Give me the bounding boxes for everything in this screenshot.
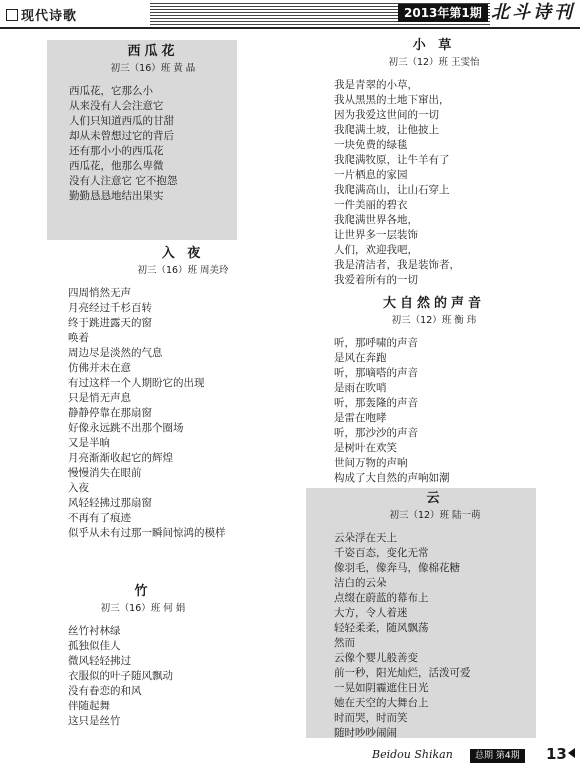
poem-line: 这只是丝竹 bbox=[68, 715, 121, 727]
poem-line: 慢慢消失在眼前 bbox=[68, 467, 142, 479]
poem-line: 然而 bbox=[334, 637, 355, 649]
poem-line: 听，那呼啸的声音 bbox=[334, 337, 418, 349]
poem-line: 周边尽是淡然的气息 bbox=[68, 347, 163, 359]
poem-daziran bbox=[334, 296, 534, 486]
poem-line: 月亮经过千杉百转 bbox=[68, 302, 152, 314]
poem-title: 西瓜花 bbox=[127, 44, 179, 59]
poem-line: 入夜 bbox=[68, 482, 89, 494]
poem-title: 小 草 bbox=[412, 38, 456, 53]
poem-line: 让世界多一层装饰 bbox=[334, 229, 418, 241]
issue-badge: 2013年第1期 bbox=[398, 4, 488, 22]
poem-author: 初三（16）班 黄 晶 bbox=[110, 63, 196, 74]
poem-line: 云像个婴儿般善变 bbox=[334, 652, 418, 664]
poem-line: 伴随起舞 bbox=[68, 700, 110, 712]
poem-line: 听，那嘀嗒的声音 bbox=[334, 367, 418, 379]
poem-title: 入 夜 bbox=[161, 246, 205, 261]
section-name: 现代诗歌 bbox=[21, 9, 78, 24]
poem-line: 听，那沙沙的声音 bbox=[334, 427, 418, 439]
poem-line: 前一秒，阳光灿烂，活泼可爱 bbox=[334, 667, 471, 679]
poem-line: 我爬满世界各地， bbox=[334, 214, 418, 226]
page-number bbox=[546, 745, 575, 763]
poem-line: 人们，欢迎我吧， bbox=[334, 244, 418, 256]
poem-line: 衣服似的叶子随风飘动 bbox=[68, 670, 173, 682]
poem-line: 随时吵吵闹闹 bbox=[334, 727, 397, 739]
poem-author: 初三（12）班 王雯怡 bbox=[388, 57, 480, 68]
poem-line: 有过这样一个人期盼它的出现 bbox=[68, 377, 205, 389]
poem-line: 世间万物的声响 bbox=[334, 457, 408, 469]
page-header bbox=[0, 0, 580, 26]
poem-line: 我爬满土坡，让他披上 bbox=[334, 124, 439, 136]
poem-line: 我爬满牧原，让牛羊有了 bbox=[334, 154, 450, 166]
poem-line: 构成了大自然的声响如潮 bbox=[334, 472, 450, 484]
poem-line: 听，那轰隆的声音 bbox=[334, 397, 418, 409]
poem-line: 一件美丽的碧衣 bbox=[334, 199, 408, 211]
poem-line: 只是悄无声息 bbox=[68, 392, 131, 404]
poem-line: 是风在奔跑 bbox=[334, 352, 387, 364]
poem-line: 我爱着所有的一切 bbox=[334, 274, 418, 286]
poem-zhu bbox=[68, 584, 218, 729]
poem-author: 初三（16）班 周美玲 bbox=[137, 265, 229, 276]
poem-line: 我是清洁者，我是装饰者， bbox=[334, 259, 460, 271]
poem-xiaocao bbox=[334, 38, 534, 288]
poem-line: 我爬满高山，让山石穿上 bbox=[334, 184, 450, 196]
section-label bbox=[6, 5, 77, 24]
poem-line: 像羽毛，像奔马，像棉花糖 bbox=[334, 562, 460, 574]
poem-line: 是树叶在欢笑 bbox=[334, 442, 397, 454]
poem-line: 似乎从未有过那一瞬间惊鸿的模样 bbox=[68, 527, 226, 539]
poem-line: 勤勤恳恳地结出果实 bbox=[69, 190, 164, 202]
poem-line: 轻轻柔柔，随风飘荡 bbox=[334, 622, 429, 634]
poem-line: 因为我爱这世间的一切 bbox=[334, 109, 439, 121]
poem-line: 还有那小小的西瓜花 bbox=[69, 145, 164, 157]
poem-author: 初三（12）班 陆一萌 bbox=[389, 510, 481, 521]
magazine-title: 北斗诗刊 bbox=[491, 2, 575, 23]
poem-line: 丝竹衬林绿 bbox=[68, 625, 121, 637]
poem-line: 从来没有人会注意它 bbox=[69, 100, 164, 112]
poem-line: 一块免费的绿毯 bbox=[334, 139, 408, 151]
section-box-icon bbox=[6, 9, 18, 21]
poem-line: 唤着 bbox=[68, 332, 89, 344]
poem-line: 却从未曾想过它的背后 bbox=[69, 130, 174, 142]
poem-yun bbox=[306, 488, 536, 738]
poem-line: 又是半晌 bbox=[68, 437, 110, 449]
page-number-text: 13 bbox=[546, 745, 567, 763]
poem-line: 微风轻轻拂过 bbox=[68, 655, 131, 667]
poem-line: 西瓜花，它那么小 bbox=[69, 85, 153, 97]
poem-line: 我从黑黑的土地下窜出， bbox=[334, 94, 450, 106]
poem-line: 不再有了痕迹 bbox=[68, 512, 131, 524]
poem-line: 好像永远跳不出那个圈场 bbox=[68, 422, 184, 434]
footer-brand: Beidou Shikan bbox=[372, 748, 453, 761]
poem-title: 云 bbox=[426, 491, 444, 506]
poem-line: 一片栖息的家园 bbox=[334, 169, 408, 181]
poem-line: 风轻轻拂过那扇窗 bbox=[68, 497, 152, 509]
poem-ruye bbox=[68, 246, 298, 541]
poem-author: 初三（16）班 何 娟 bbox=[100, 603, 186, 614]
poem-line: 点缀在蔚蓝的幕布上 bbox=[334, 592, 429, 604]
poem-title: 大自然的声音 bbox=[382, 296, 485, 311]
poem-line: 一晃如阴霾遮住日光 bbox=[334, 682, 429, 694]
header-rule bbox=[0, 27, 580, 29]
poem-line: 没有人注意它 它不抱怨 bbox=[69, 175, 178, 187]
poem-line: 千姿百态，变化无常 bbox=[334, 547, 429, 559]
poem-line: 没有眷恋的和风 bbox=[68, 685, 142, 697]
poem-line: 时而哭，时而笑 bbox=[334, 712, 408, 724]
poem-line: 洁白的云朵 bbox=[334, 577, 387, 589]
poem-line: 孤独似佳人 bbox=[68, 640, 121, 652]
poem-line: 是雷在咆哮 bbox=[334, 412, 387, 424]
triangle-left-icon bbox=[568, 748, 575, 758]
poem-line: 仿佛并未在意 bbox=[68, 362, 131, 374]
poem-line: 西瓜花，他那么卑微 bbox=[69, 160, 164, 172]
poem-line: 终于跳进露天的窗 bbox=[68, 317, 152, 329]
poem-line: 她在天空的大舞台上 bbox=[334, 697, 429, 709]
footer-issue: 总期 第4期 bbox=[470, 749, 525, 763]
poem-xiguahua bbox=[47, 40, 237, 240]
poem-line: 静静停靠在那扇窗 bbox=[68, 407, 152, 419]
poem-line: 我是青翠的小草， bbox=[334, 79, 418, 91]
poem-title: 竹 bbox=[134, 584, 152, 599]
poem-line: 是雨在吹哨 bbox=[334, 382, 387, 394]
poem-line: 云朵浮在天上 bbox=[334, 532, 397, 544]
poem-author: 初三（12）班 衡 玮 bbox=[391, 315, 477, 326]
poem-line: 月亮渐渐收起它的辉煌 bbox=[68, 452, 173, 464]
poem-line: 四周悄然无声 bbox=[68, 287, 131, 299]
poem-line: 大方，令人着迷 bbox=[334, 607, 408, 619]
poem-line: 人们只知道西瓜的甘甜 bbox=[69, 115, 174, 127]
